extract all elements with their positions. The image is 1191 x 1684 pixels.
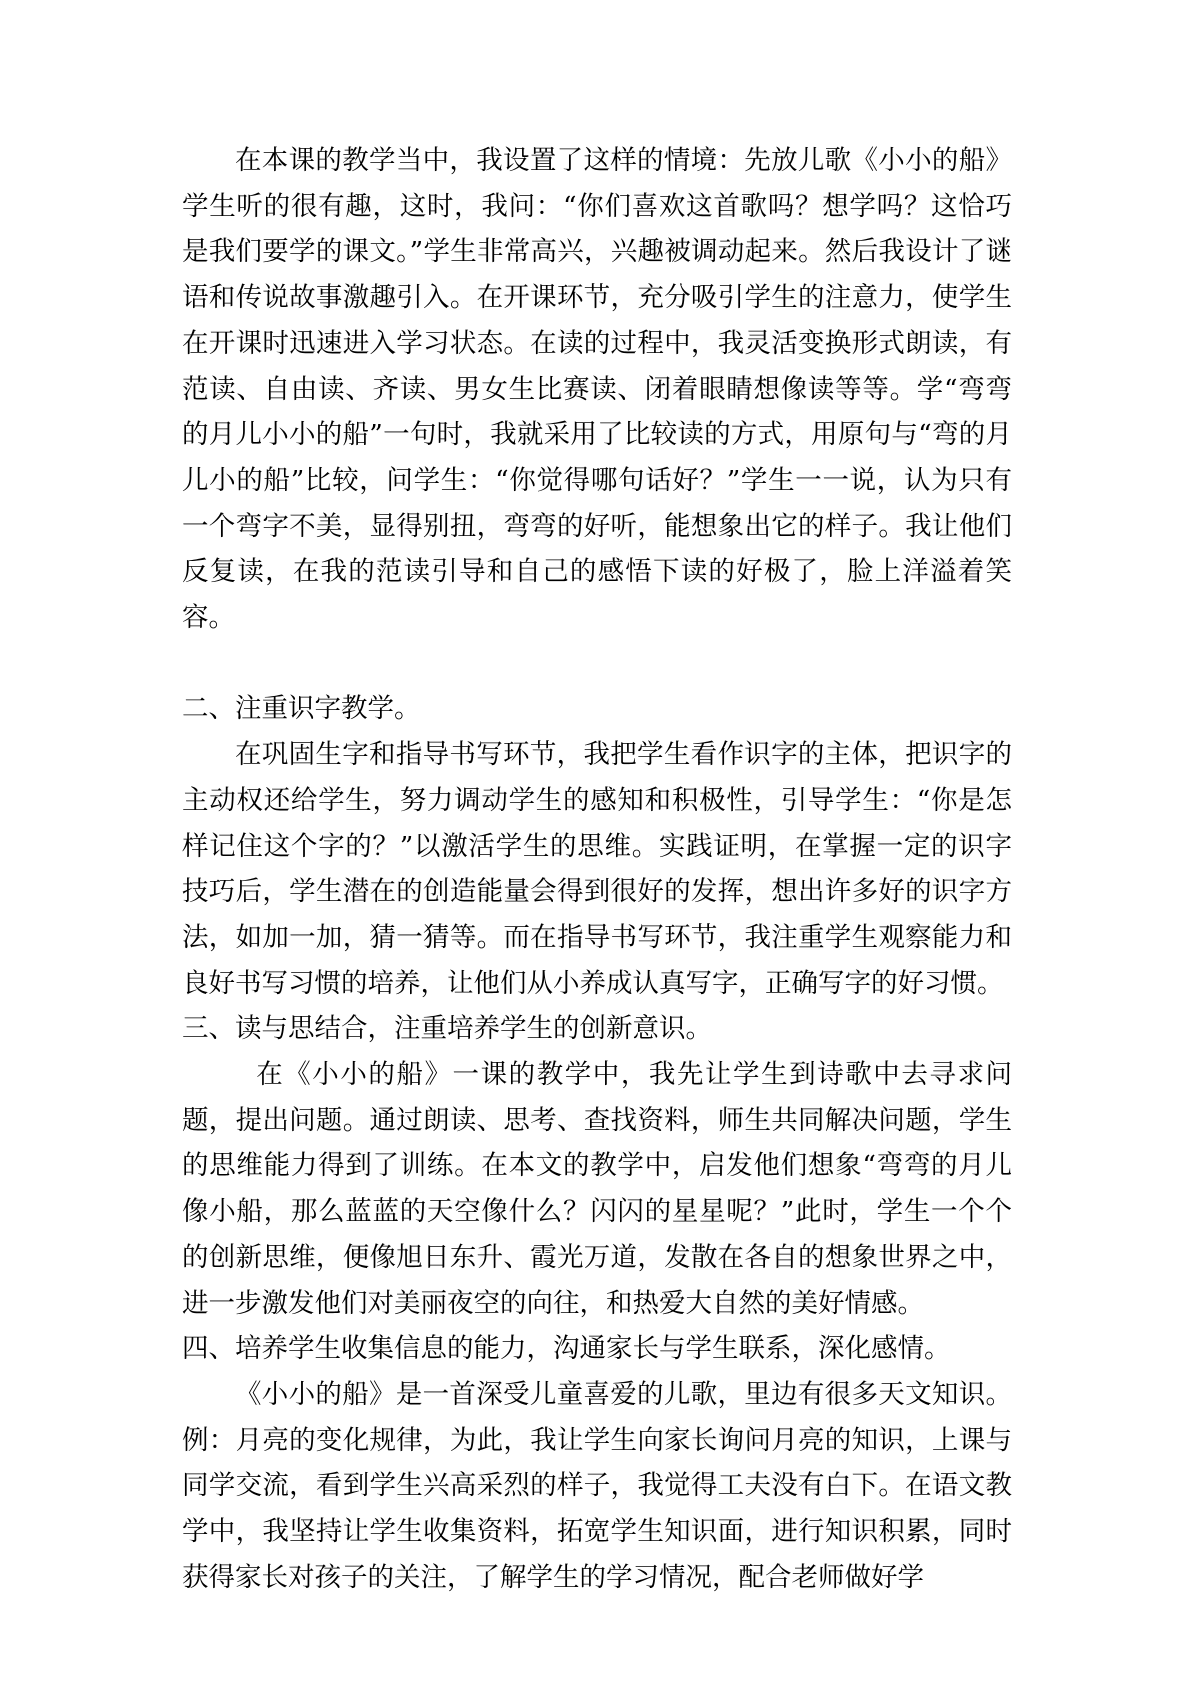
section-body-4: 《小小的船》是一首深受儿童喜爱的儿歌，里边有很多天文知识。例：月亮的变化规律，为此，我让学生向家长询问月亮的知识，上课与同学交流，看到学生兴高采烈的样子，我觉得工夫没有白下。在语文教学中，我坚持让学生收集资料，拓宽学生知识面，进行知识积累，同时获得家长对孩子的关注，了解学生的学习情况，配合老师做好学 — [182, 1378, 1012, 1593]
intro-paragraph: 在本课的教学当中，我设置了这样的情境：先放儿歌《小小的船》学生听的很有趣，这时，我问：“你们喜欢这首歌吗？想学吗？这恰巧是我们要学的课文。”学生非常高兴，兴趣被调动起来。然后我设计了谜语和传说故事激趣引入。在开课环节，充分吸引学生的注意力，使学生在开课时迅速进入学习状态。在读的过程中，我灵活变换形式朗读，有范读、自由读、齐读、男女生比赛读、闭着眼睛想像读等等。学“弯弯的月儿小小的船”一句时，我就采用了比较读的方式，用原句与“弯的月儿小的船”比较，问学生：“你觉得哪句话好？”学生一一说，认为只有一个弯字不美，显得别扭，弯弯的好听，能想象出它的样子。我让他们反复读，在我的范读引导和自己的感悟下读的好极了，脸上洋溢着笑容。 — [182, 145, 1012, 634]
section-heading-3: 三、读与思结合，注重培养学生的创新意识。 — [182, 1013, 712, 1045]
document-body — [182, 138, 1012, 1600]
section-body-3: 在《小小的船》一课的教学中，我先让学生到诗歌中去寻求问题，提出问题。通过朗读、思考、查找资料，师生共同解决问题，学生的思维能力得到了训练。在本文的教学中，启发他们想象“弯弯的月儿像小船，那么蓝蓝的天空像什么？闪闪的星星呢？”此时，学生一个个的创新思维，便像旭日东升、霞光万道，发散在各自的想象世界之中，进一步激发他们对美丽夜空的向往，和热爱大自然的美好情感。 — [182, 1059, 1012, 1319]
section-body-2: 在巩固生字和指导书写环节，我把学生看作识字的主体，把识字的主动权还给学生，努力调动学生的感知和积极性，引导学生：“你是怎样记住这个字的？”以激活学生的思维。实践证明，在掌握一定的识字技巧后，学生潜在的创造能量会得到很好的发挥，想出许多好的识字方法，如加一加，猜一猜等。而在指导书写环节，我注重学生观察能力和良好书写习惯的培养，让他们从小养成认真写字，正确写字的好习惯。 — [182, 739, 1012, 999]
section-heading-2: 二、注重识字教学。 — [182, 693, 421, 725]
section-heading-4: 四、培养学生收集信息的能力，沟通家长与学生联系，深化感情。 — [182, 1333, 951, 1365]
paragraph-spacer — [182, 641, 1012, 687]
